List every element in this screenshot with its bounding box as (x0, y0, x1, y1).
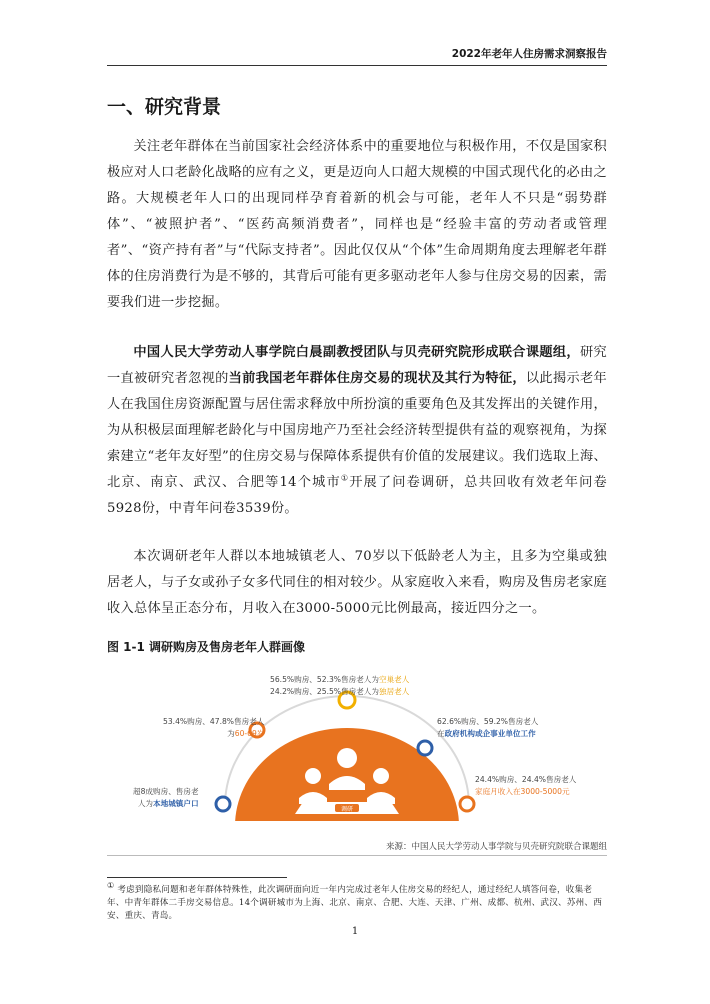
footnote-text: 考虑到隐私问题和老年群体特殊性，此次调研面向近一年内完成过老年人住房交易的经纪人，通过经纪人填答问卷，收集老年、中青年群体二手房交易信息。14个调研城市为上海、北京、南京、合肥、大连、天津、广州、成都、杭州、武汉、苏州、西安、重庆、青岛。 (107, 885, 602, 921)
page-number: 1 (351, 926, 359, 937)
annotation-income: 24.4%购房、24.4%售房老人 家庭月收入在3000-5000元 (475, 775, 577, 796)
paragraph-text: 开展了问卷调研，总共回收有效老年问卷5928份，中青年问卷3539份。 (107, 475, 607, 516)
section-title: 一、研究背景 (107, 96, 222, 118)
node-right-blue (418, 741, 432, 755)
paragraph-bold-team: 中国人民大学劳动人事学院白晨副教授团队与贝壳研究院形成联合课题组， (133, 345, 580, 360)
annotation-empty-nest: 56.5%购房、52.3%售房老人为空巢老人 24.2%购房、25.5%售房老人为独居老人 (270, 675, 410, 696)
node-right-orange (460, 797, 474, 811)
node-left-blue (216, 797, 230, 811)
figure-divider (107, 855, 607, 856)
footnote (107, 881, 607, 923)
paragraph-research-team (107, 340, 607, 522)
figure-source: 来源：中国人民大学劳动人事学院与贝壳研究院联合课题组 (385, 842, 607, 852)
paragraph-background: 关注老年群体在当前国家社会经济体系中的重要地位与积极作用，不仅是国家积极应对人口老龄化战略的应有之义，更是迈向人口超大规模的中国式现代化的必由之路。大规模老年人口的出现同样孕育着新的机会与可能，老年人不只是“弱势群体”、“被照护者”、“医药高频消费者”，同样也是“经验丰富的劳动者或管理者”、“资产持有者”与“代际支持者”。因此仅仅从“个体”生命周期角度去理解老年群体的住房消费行为是不够的，其背后可能有更多驱动老年人参与住房交易的因素，需要我们进一步挖掘。 (107, 139, 607, 310)
footnote-marker: ① (107, 881, 115, 891)
figure-portrait (107, 656, 607, 836)
running-header: 2022年老年人住房需求洞察报告 (107, 46, 607, 66)
annotation-hukou: 超8成购房、售房老 人为本地城镇户口 (133, 787, 199, 808)
paragraph-text: 研究一直被研究者忽视的 (107, 345, 607, 386)
dome-base (235, 821, 459, 829)
paragraph-bold-topic: 当前我国老年群体住房交易的现状及其行为特征， (228, 371, 526, 386)
annotation-age: 53.4%购房、47.8%售房老人 为60-69岁 (163, 717, 265, 738)
footnote-ref[interactable]: ① (340, 473, 350, 483)
footnote-divider (107, 877, 287, 878)
center-label: 调研 (340, 806, 354, 813)
annotation-employer: 62.6%购房、59.2%售房老人 在政府机构或企事业单位工作 (437, 717, 539, 738)
figure-caption: 图 1-1 调研购房及售房老年人群画像 (107, 640, 306, 654)
paragraph-text: 以此揭示老年人在我国住房资源配置与居住需求释放中所扮演的重要角色及其发挥出的关键作用，为从积极层面理解老龄化与中国房地产乃至社会经济转型提供有益的观察视角，为探索建立“老年友好型”的住房交易与保障体系提供有价值的发展建议。我们选取上海、北京、南京、武汉、合肥等14个城市 (107, 371, 607, 490)
paragraph-sample: 本次调研老年人群以本地城镇老人、70岁以下低龄老人为主，且多为空巢或独居老人，与子女或孙子女多代同住的相对较少。从家庭收入来看，购房及售房老家庭收入总体呈正态分布，月收入在3000-5000元比例最高，接近四分之一。 (107, 549, 607, 616)
